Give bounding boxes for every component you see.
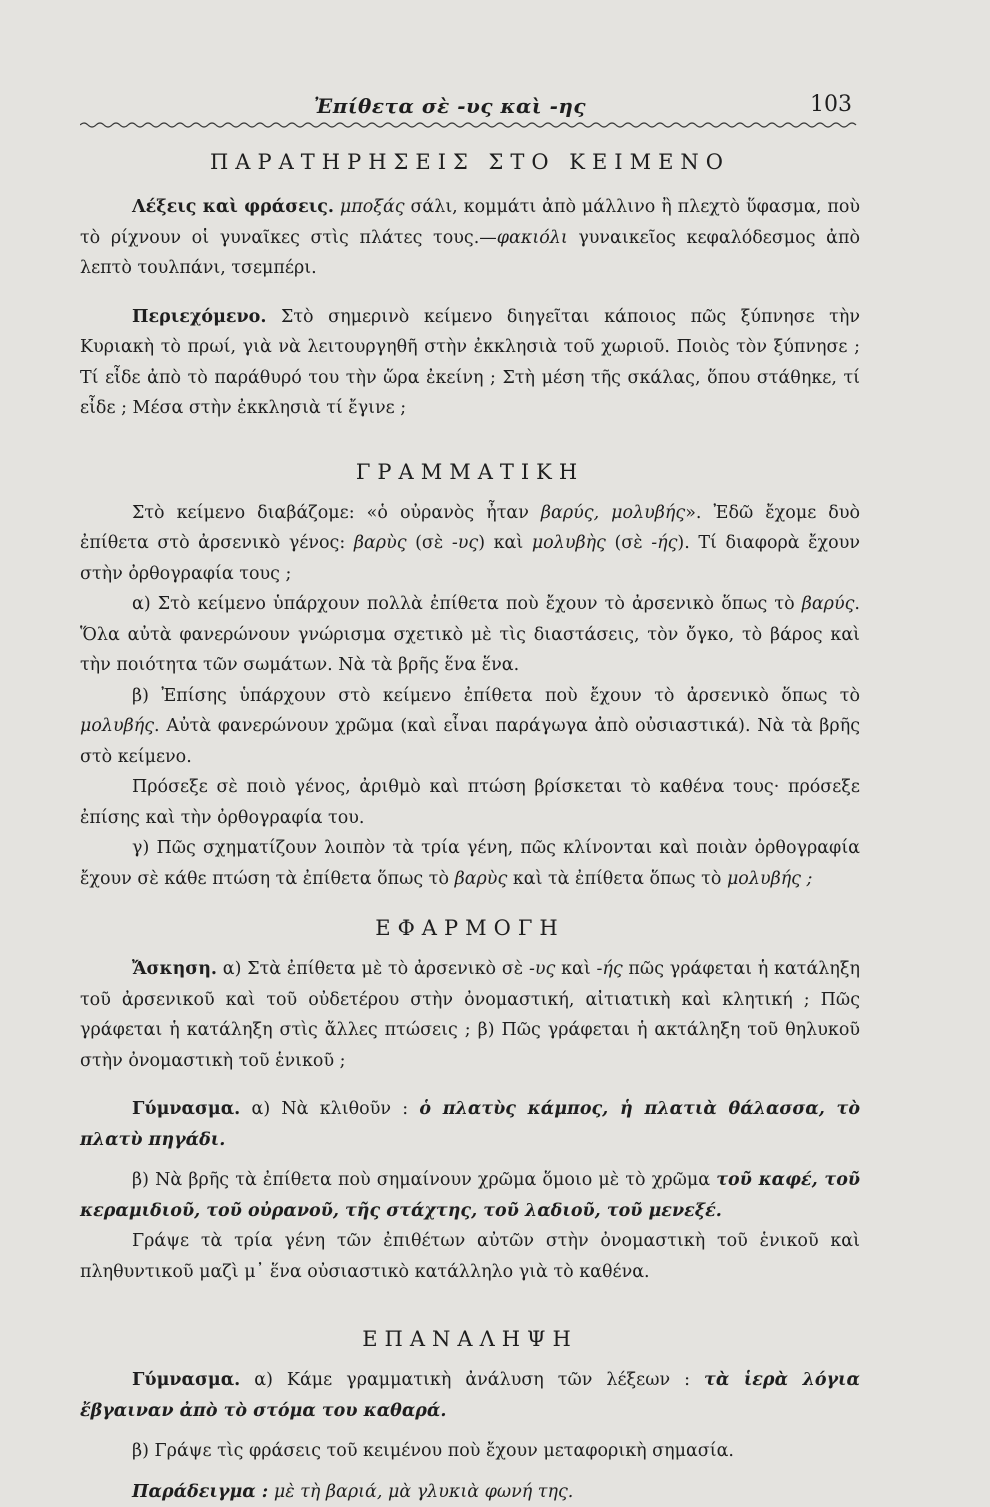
paragraph-grammar-intro [80,498,860,590]
italic-term: βαρὺς [354,533,407,553]
paragraph-grammar-note: Πρόσεξε σὲ ποιὸ γένος, ἀριθμὸ καὶ πτώση βρίσκεται τὸ καθένα τους· πρόσεξε ἐπίσης καὶ τὴν ὀρθογραφία του. [80,772,860,833]
text-span: γ) Πῶς σχηματίζουν λοιπὸν τὰ τρία γένη, πῶς κλίνονται καὶ ποιὰν ὀρθογραφία ἔχουν σὲ κάθε πτώση τὰ ἐπίθετα ὅπως τὸ [80,838,860,889]
italic-term: μολυβής [80,716,154,736]
label-example: Παράδειγμα : [132,1482,268,1502]
wavy-rule-divider [80,120,860,130]
paragraph-content [80,302,860,424]
text-span: σάλι, κομμάτι ἀπὸ μάλλινο ἢ πλεχτὸ ὕφασμα, ποὺ τὸ ρίχνουν οἱ γυναῖκες στὶς πλάτες τους.— [80,197,860,248]
paragraph-words-phrases [80,192,860,284]
italic-term: μολυβὴς [532,533,606,553]
paragraph-gymnasma-2b: β) Γράψε τὶς φράσεις τοῦ κειμένου ποὺ ἔχουν μεταφορικὴ σημασία. [80,1436,860,1467]
term-mpoxas: μποξάς [340,197,405,217]
text-span: (σὲ [606,533,651,553]
text-span: Στὸ σημερινὸ κείμενο διηγεῖται κάποιος πῶς ξύπνησε τὴν Κυριακὴ τὸ πρωί, γιὰ νὰ λειτουργηθῆ στὴν ἐκκλησιὰ τοῦ χωριοῦ. Ποιὸς τὸν ξύπνησε ; Τί εἶδε ἀπὸ τὸ παράθυρό του τὴν ὥρα ἐκείνη ; Στὴ μέση τῆς σκάλας, ὅπου στάθηκε, τί εἶδε ; Μέσα στὴν ἐκκλησιὰ τί ἔγινε ; [80,307,860,419]
page-content [80,150,860,1507]
label-content: Περιεχόμενο. [132,307,266,327]
paragraph-gymnasma-1 [80,1094,860,1155]
text-span: (σὲ [407,533,452,553]
italic-term: -υς [529,959,555,979]
italic-term: -ής [651,533,677,553]
text-span: ». Ἐδῶ ἔχομε δυὸ ἐπίθετα στὸ ἀρσενικὸ γένος: [80,503,860,554]
page-number: 103 [810,92,852,117]
italic-term: ὁ πλατὺς κάμπος, ἡ πλατιὰ θάλασσα, τὸ πλατὺ πηγάδι. [80,1099,860,1150]
italic-term: βαρύς [802,594,855,614]
label-words-phrases: Λέξεις καὶ φράσεις. [132,197,334,217]
text-span: Στὸ κείμενο διαβάζομε: «ὁ οὐρανὸς ἦταν [132,503,541,523]
text-span: β) Ἐπίσης ὑπάρχουν στὸ κείμενο ἐπίθετα ποὺ ἔχουν τὸ ἀρσενικὸ ὅπως τὸ [132,686,860,706]
text-span: καὶ [555,959,596,979]
text-span: . Αὐτὰ φανερώνουν χρῶμα (καὶ εἶναι παράγωγα ἀπὸ οὐσιαστικά). Νὰ τὰ βρῆς στὸ κείμενο. [80,716,860,767]
paragraph-grammar-c [80,833,860,894]
italic-term: -ής [596,959,622,979]
paragraph-grammar-a [80,589,860,681]
paragraph-gymnasma-1b [80,1165,860,1226]
italic-term: μολυβής ; [727,869,813,889]
label-gymnasma: Γύμνασμα. [132,1099,240,1119]
paragraph-example [80,1477,860,1507]
paragraph-gymnasma-2 [80,1365,860,1426]
italic-term: βαρὺς [455,869,508,889]
italic-term: μὲ τὴ βαριά, μὰ γλυκιὰ φωνή της. [274,1482,573,1502]
term-fakioli: φακιόλι [497,228,568,248]
paragraph-grammar-b [80,681,860,773]
heading-application: ΕΦΑΡΜΟΓΗ [80,916,860,940]
page-header [0,88,990,128]
italic-term: τὰ ἱερὰ λόγια ἔβγαιναν ἀπὸ τὸ στόμα του καθαρά. [80,1370,860,1421]
text-span: β) Νὰ βρῆς τὰ ἐπίθετα ποὺ σημαίνουν χρῶμα ὅμοιο μὲ τὸ χρῶμα [132,1170,716,1190]
text-span: . Ὅλα αὐτὰ φανερώνουν γνώρισμα σχετικὸ μὲ τὶς διαστάσεις, τὸν ὄγκο, τὸ βάρος καὶ τὴν ποιότητα τῶν σωμάτων. Νὰ τὰ βρῆς ἕνα ἕνα. [80,594,860,675]
text-span: πῶς γράφεται ἡ κατάληξη τοῦ ἀρσενικοῦ καὶ τοῦ οὐδετέρου στὴν ὀνομαστική, αἰτιατικὴ καὶ κλητική ; Πῶς γράφεται ἡ κατάληξη στὶς ἄλλες πτώσεις ; β) Πῶς γράφεται ἡ ακτάληξη τοῦ θηλυκοῦ στὴν ὀνομαστικὴ τοῦ ἑνικοῦ ; [80,959,860,1071]
heading-grammar: ΓΡΑΜΜΑΤΙΚΗ [80,460,860,484]
label-gymnasma: Γύμνασμα. [132,1370,240,1390]
heading-review: ΕΠΑΝΑΛΗΨΗ [80,1327,860,1351]
italic-term: βαρύς, μολυβής [541,503,685,523]
text-span: ). Τί διαφορὰ ἔχουν στὴν ὀρθογραφία τους ; [80,533,860,584]
paragraph-gymnasma-1c: Γράψε τὰ τρία γένη τῶν ἐπιθέτων αὐτῶν στὴν ὀνομαστικὴ τοῦ ἑνικοῦ καὶ πληθυντικοῦ μαζὶ μ᾿ ἕνα οὐσιαστικὸ κατάλληλο γιὰ τὸ καθένα. [80,1226,860,1287]
text-span: α) Κάμε γραμματικὴ ἀνάλυση τῶν λέξεων : [240,1370,704,1390]
paragraph-exercise [80,954,860,1076]
italic-term: -υς [452,533,478,553]
running-title: Ἐπίθετα σὲ -υς καὶ -ης [300,94,600,118]
label-exercise: Ἄσκηση. [132,959,217,979]
italic-term: τοῦ καφέ, τοῦ κεραμιδιοῦ, τοῦ οὐρανοῦ, τῆς στάχτης, τοῦ λαδιοῦ, τοῦ μενεξέ. [80,1170,860,1221]
text-span: α) Νὰ κλιθοῦν : [240,1099,419,1119]
text-span: ) καὶ [478,533,532,553]
text-span: α) Στὰ ἐπίθετα μὲ τὸ ἀρσενικὸ σὲ [217,959,529,979]
heading-observations: ΠΑΡΑΤΗΡΗΣΕΙΣ ΣΤΟ ΚΕΙΜΕΝΟ [80,150,860,174]
text-span: γυναικεῖος κεφαλόδεσμος ἀπὸ λεπτὸ τουλπάνι, τσεμπέρι. [80,228,860,279]
text-span: α) Στὸ κείμενο ὑπάρχουν πολλὰ ἐπίθετα ποὺ ἔχουν τὸ ἀρσενικὸ ὅπως τὸ [132,594,802,614]
text-span: καὶ τὰ ἐπίθετα ὅπως τὸ [507,869,727,889]
